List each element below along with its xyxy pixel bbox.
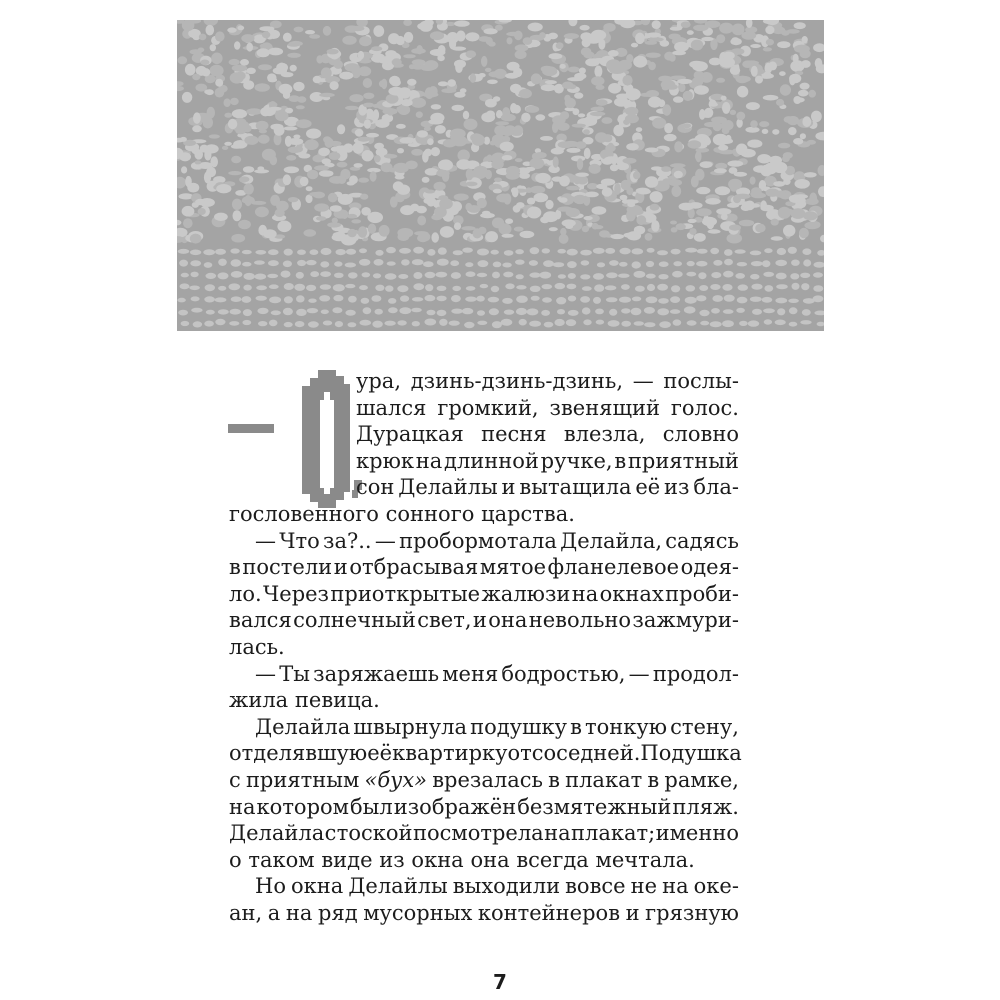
- word: ло.: [229, 581, 262, 606]
- word: на: [229, 794, 256, 819]
- word: тонкую: [585, 714, 668, 739]
- word: вался: [229, 608, 292, 633]
- word: плакат;: [571, 821, 656, 846]
- text-line: [229, 873, 739, 900]
- word: и: [501, 475, 516, 500]
- text-line: [229, 634, 739, 661]
- text-line: [229, 794, 739, 821]
- word: стену,: [670, 714, 739, 739]
- word: Делайлы: [398, 475, 498, 500]
- word: мятое: [479, 555, 547, 580]
- word: фланелевое: [547, 555, 680, 580]
- word: тоской: [336, 821, 413, 846]
- word: продол-: [652, 661, 739, 686]
- word: Делайла: [229, 821, 325, 846]
- word: таком: [248, 847, 315, 872]
- word: окна: [291, 874, 344, 899]
- word: был: [350, 794, 393, 819]
- word: не: [630, 874, 658, 899]
- word: именно: [655, 821, 739, 846]
- word: Дурацкая: [356, 422, 464, 447]
- word: виде: [321, 847, 373, 872]
- word: ан,: [229, 900, 263, 925]
- text-line: [229, 714, 739, 741]
- word: влезла,: [563, 422, 646, 447]
- word: подушку: [470, 714, 568, 739]
- word: ручке,: [540, 448, 613, 473]
- text-line: [356, 368, 739, 395]
- word: послы-: [663, 369, 739, 393]
- text-line: [229, 607, 739, 634]
- word: о: [229, 847, 242, 872]
- word: Через: [263, 581, 330, 606]
- text-line: [229, 740, 742, 767]
- word: и: [472, 608, 487, 633]
- word: в: [570, 714, 582, 739]
- body-text: [229, 368, 742, 926]
- word: безмятежный: [517, 794, 672, 819]
- word: дзинь-дзинь-дзинь,: [410, 369, 623, 393]
- word: рамке,: [664, 767, 739, 792]
- word: одея-: [680, 555, 739, 580]
- word: на: [285, 900, 313, 925]
- word: в: [548, 767, 560, 792]
- word: оке-: [693, 874, 739, 899]
- word: Что: [279, 528, 320, 553]
- word: словно: [662, 422, 739, 447]
- word: и: [333, 555, 348, 580]
- word: за?..: [323, 528, 372, 553]
- word: садясь: [665, 528, 739, 553]
- text-line: [356, 421, 739, 448]
- word: соседней.: [531, 741, 641, 766]
- word: Подушка: [640, 741, 742, 766]
- word: она: [470, 847, 510, 872]
- word: котором: [256, 794, 349, 819]
- word: невольно: [528, 608, 632, 633]
- page-number: 7: [493, 970, 507, 994]
- word: свет,: [417, 608, 472, 633]
- word: на: [662, 874, 689, 899]
- word: гословенного: [229, 501, 379, 526]
- word: Делайла,: [560, 528, 663, 553]
- word: приятным: [245, 767, 360, 792]
- header-texture-image: [177, 20, 824, 331]
- word: квартирку: [392, 741, 508, 766]
- word: и: [625, 900, 640, 925]
- word: мусорных: [363, 900, 473, 925]
- word: проби-: [665, 581, 739, 606]
- word: её: [635, 475, 661, 500]
- word: окнах: [599, 581, 664, 606]
- word: приоткрытые: [330, 581, 481, 606]
- text-line: [356, 395, 739, 422]
- word: зажмури-: [632, 608, 739, 633]
- word: —: [628, 661, 650, 686]
- word: Делайла: [255, 714, 351, 739]
- word: окна: [411, 847, 464, 872]
- word: в: [229, 555, 241, 580]
- word: заряжаешь: [313, 661, 439, 686]
- word: её: [367, 741, 393, 766]
- word: —: [374, 528, 396, 553]
- word: —: [632, 369, 654, 393]
- text-line: [229, 820, 739, 847]
- word: приятный: [627, 448, 739, 473]
- word: Делайлы: [348, 874, 448, 899]
- word: швырнула: [353, 714, 468, 739]
- text-line: [229, 900, 739, 927]
- word: песня: [481, 422, 547, 447]
- word: мечтала.: [595, 847, 695, 872]
- text-line: [229, 847, 739, 874]
- word: врезалась: [432, 767, 543, 792]
- text-line: [229, 554, 739, 581]
- word: посмотрела: [412, 821, 544, 846]
- word: —: [255, 661, 276, 686]
- word: царства.: [481, 501, 575, 526]
- word: вытащила: [519, 475, 632, 500]
- word: из: [664, 475, 690, 500]
- word: грязную: [645, 900, 739, 925]
- text-line: [229, 687, 739, 714]
- word: Ты: [279, 661, 310, 686]
- word: сонного: [385, 501, 475, 526]
- word: пляж.: [672, 794, 739, 819]
- text-line: [229, 528, 739, 555]
- word: в: [647, 767, 660, 792]
- word: ура,: [356, 369, 401, 393]
- word: постели: [242, 555, 333, 580]
- text-line: [229, 661, 739, 688]
- word: отделявшую: [229, 741, 368, 766]
- word: вовсе: [565, 874, 626, 899]
- word: пробормотала: [399, 528, 557, 553]
- word: на: [544, 821, 571, 846]
- word: бла-: [693, 475, 739, 500]
- word: Но: [255, 874, 286, 899]
- word: ряд: [318, 900, 358, 925]
- word: в: [614, 448, 627, 473]
- word: изображён: [393, 794, 517, 819]
- text-line: [356, 474, 739, 501]
- word: из: [379, 847, 405, 872]
- word: громкий,: [437, 395, 539, 420]
- word: на: [415, 448, 443, 473]
- text-line: [229, 501, 739, 528]
- text-line: [229, 767, 739, 794]
- word: плакат: [565, 767, 643, 792]
- text-line: [356, 448, 739, 475]
- word: жалюзи: [481, 581, 571, 606]
- word: жила: [229, 688, 289, 713]
- word: с: [324, 821, 337, 846]
- word: выходили: [452, 874, 561, 899]
- word: «бух»: [364, 767, 428, 792]
- word: с: [229, 767, 241, 792]
- word: всегда: [516, 847, 589, 872]
- word: лась.: [229, 634, 285, 659]
- word: от: [507, 741, 532, 766]
- word: она: [488, 608, 528, 633]
- word: солнечный: [293, 608, 416, 633]
- word: меня: [442, 661, 499, 686]
- word: звенящий: [549, 395, 660, 420]
- word: длинной: [444, 448, 539, 473]
- word: крюк: [356, 448, 414, 473]
- text-line: [229, 581, 739, 608]
- word: бодростью,: [501, 661, 626, 686]
- word: певица.: [294, 688, 380, 713]
- word: контейнеров: [477, 900, 621, 925]
- word: сон: [356, 475, 395, 500]
- word: шался: [356, 395, 427, 420]
- word: отбрасывая: [349, 555, 479, 580]
- word: на: [571, 581, 599, 606]
- word: —: [255, 528, 276, 553]
- word: голос.: [670, 395, 739, 420]
- word: а: [267, 900, 281, 925]
